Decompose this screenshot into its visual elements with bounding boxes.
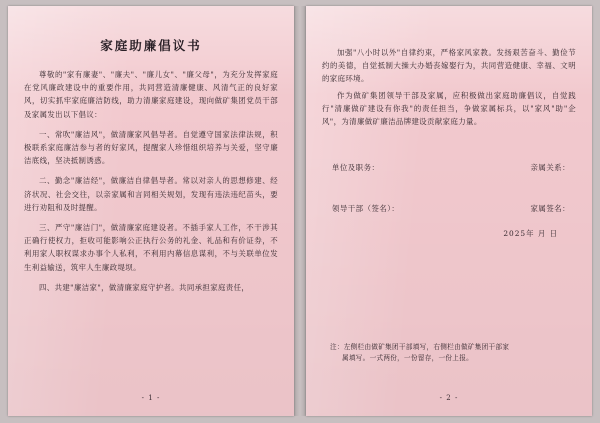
paragraph-section-3: 三、严守"廉洁门"，做清廉家庭建设者。不插手家人工作，不干涉其正确行使权力，拒收可能影响公正执行公务的礼金、礼品和有价证券，不利用家人职权谋求办事个人私利，不利用内幕信息谋利，不与关联单位发生利益输送，筑牢人生廉政堤坝。 — [24, 223, 278, 272]
field-label-family-signature: 家属签名： — [530, 204, 570, 214]
footnote-line-1: 注：左侧栏由做矿集团干部填写，右侧栏由做矿集团干部家 — [330, 343, 510, 351]
signature-block — [322, 162, 576, 239]
paragraph-intro: 尊敬的"家有廉妻"、"廉夫"、"廉儿女"、"廉父母"，为充分发挥家庭在党风廉政建设中的重要作用，共同营造清廉健康、风清气正的良好家风，切实抓牢家庭廉洁防线，助力清廉家庭建设，现向做矿集团党员干部及家属发出以下倡议： — [24, 70, 278, 119]
page-right-content — [322, 20, 576, 406]
document-page-right — [306, 6, 592, 416]
paragraph-section-1: 一、常吹"廉洁风"，做清廉家风倡导者。自觉遵守国家法律法规，积极联系家庭廉洁参与者的好家风，提醒家人珍惜组织培养与关爱，坚守廉洁底线，坚决抵制诱惑。 — [24, 129, 278, 166]
paragraph-continued: 加强"八小时以外"自律约束，严格家风家教。发扬艰苦奋斗、勤俭节约的美德，自觉抵制大操大办婚丧嫁娶行为，共同营造健康、幸福、文明的家庭环境。 — [322, 48, 576, 84]
page-number-left: - 1 - — [141, 394, 161, 402]
signature-date: 2025年 月 日 — [503, 229, 558, 239]
paragraph-section-4: 四、共建"廉洁家"，做清廉家庭守护者。共同承担家庭责任， — [39, 282, 250, 292]
paragraph-closing: 作为做矿集团领导干部及家属，应积极做出家庭助廉倡议，自觉践行"清廉做矿建设有你我"的责任担当，争做家属标兵，以"家风"助"企风"，为清廉做矿廉洁品牌建设贡献家庭力量。 — [322, 90, 576, 127]
page-left-content — [24, 20, 278, 406]
field-label-unit-position: 单位及职务： — [332, 163, 380, 173]
page-number-right: - 2 - — [439, 394, 459, 402]
page-title: 家庭助廉倡议书 — [100, 38, 202, 53]
page-gutter-shadow — [294, 6, 306, 416]
paragraph-section-2: 二、勤念"廉洁经"，做廉洁自律倡导者。常以对亲人的思想修建、经济状况、社会交往，以亲家属和言同相关规划，发现有违法违纪苗头，要进行劝阻和及时提醒。 — [24, 176, 278, 212]
signature-row-unit — [322, 162, 576, 173]
field-label-family-relation: 亲属关系： — [530, 163, 570, 173]
field-label-leader-signature: 领导干部（签名）： — [332, 204, 400, 214]
footnote-line-2: 属填写。一式两份，一份留存，一份上报。 — [342, 354, 473, 362]
document-page-left — [8, 6, 294, 416]
footnote — [330, 342, 572, 364]
signature-row-names — [322, 203, 576, 214]
